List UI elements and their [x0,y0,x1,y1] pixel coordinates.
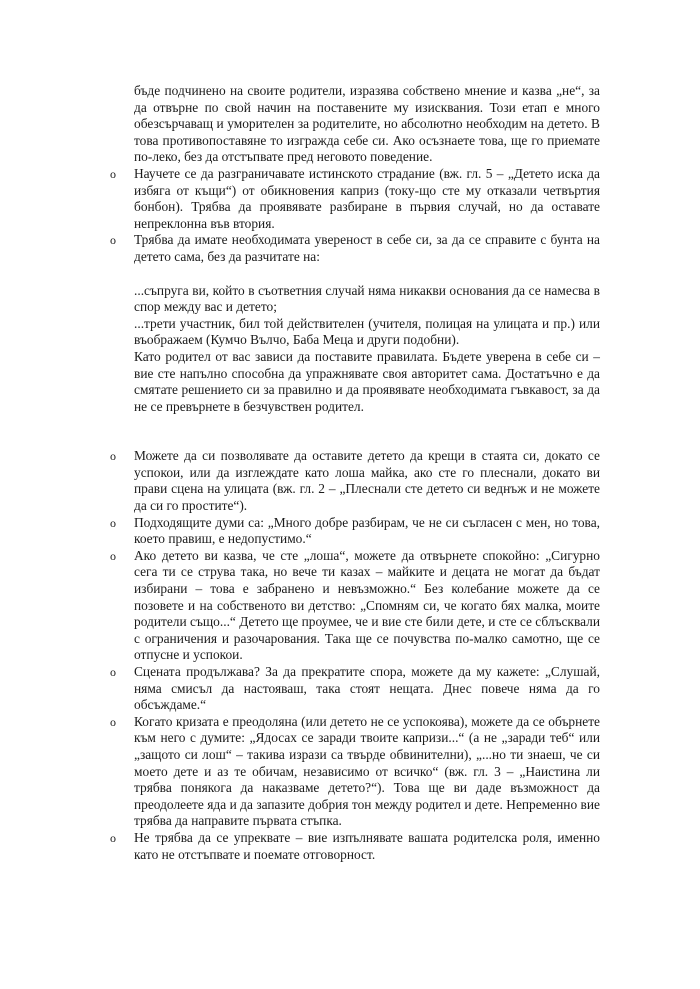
bullet-marker: o [110,548,116,563]
list-item [110,664,600,714]
intro-paragraph: бъде подчинено на своите родители, изразява собствено мнение и казва „не“, за да отвърне по свой начин на поставените му изисквания. Този етап е много обезсърчаващ и уморителен за родителите, но абсолютно необходим на детето. В това противопоставяне то изгражда себе си. Ако осъзнаете това, ще го приемате по-леко, без да отстъпвате пред неговото поведение. [134,83,600,165]
bullet-marker: o [110,515,116,530]
bullet-marker: o [110,714,116,729]
list-item-text: Ако детето ви казва, че сте „лоша“, можете да отвърнете спокойно: „Сигурно сега ти се струва така, но вече ти казах – майките и децата не могат да бъдат избирани – това е забранено и невъзможно.“ Без колебание можете да се позовете и на собственото ви детство: „Спомням си, че когато бях малка, моите родители също...“ Детето ще проумее, че и вие сте били дете, и сте се сблъсквали с ограничения и разочарования. Така ще се почувства по-малко самотно, ще се отпусне и успокои. [134,547,600,663]
document-body [110,83,600,863]
list-item [110,830,600,863]
sub-conclusion: Като родител от вас зависи да поставите правилата. Бъдете уверена в себе си – вие сте напълно способна да упражнявате своя авторитет сама. Достатъчно е да смятате решението си за правилно и да проявявате необходимата гъвкавост, за да не се превърнете в безчувствен родител. [134,348,600,414]
sub-item: ...съпруга ви, който в съответния случай няма никакви основания да се намесва в спор между вас и детето; [134,282,600,315]
list-item [110,548,600,664]
list-item-text: Сцената продължава? За да прекратите спора, можете да му кажете: „Слушай, няма смисъл да настояваш, така стоят нещата. Днес повече няма да го обсъждаме.“ [134,664,600,713]
list-item [110,714,600,830]
bullet-marker: o [110,449,116,464]
spacer [110,415,600,448]
list-item-text: Не трябва да се упреквате – вие изпълнявате вашата родителска роля, именно като не отстъпвате и поемате отговорност. [134,829,600,862]
list-item-text: Можете да си позволявате да оставите детето да крещи в стаята си, докато се успокои, или да изглеждате като лоша майка, ако сте го плеснали, докато ви прави сцена на улицата (вж. гл. 2 – „Плеснали сте детето си веднъж и не можете да си го простите“). [134,448,600,514]
list-item [110,515,600,548]
list-item [110,166,600,232]
list-item-text: Трябва да имате необходимата увереност в себе си, за да се справите с бунта на детето сама, без да разчитате на: [134,232,600,264]
bullet-marker: o [110,830,116,845]
spacer [110,266,600,283]
list-item [110,232,600,265]
list-item [110,448,600,514]
bullet-marker: o [110,233,116,248]
list-item-text: Подходящите думи са: „Много добре разбирам, че не си съгласен с мен, но това, което правиш, е недопустимо.“ [134,514,600,547]
list-item-text: Научете се да разграничавате истинското страдание (вж. гл. 5 – „Детето иска да избяга от къщи“) от обикновения каприз (току-що сте му отказали четвъртия бонбон). Трябва да проявявате разбиране в първия случай, но да оставате непреклонна във втория. [134,165,600,231]
list-item-text: Когато кризата е преодоляна (или детето не се успокоява), можете да се обърнете към него с думите: „Ядосах се заради твоите капризи...“ (а не „заради теб“ или „защото си лош“ – такива изрази са твърде обвинителни), „...но ти знаеш, че си моето дете и аз те обичам, независимо от всичко“ (вж. гл. 3 – „Наистина ли трябва понякога да наказваме детето?“). Това ще ви даде възможност да преодолеете яда и да запазите добрия тон между родител и дете. Непременно вие трябва да направите първата стъпка. [134,713,600,829]
bullet-marker: o [110,166,116,181]
bullet-marker: o [110,665,116,679]
sub-item: ...трети участник, бил той действителен (учителя, полицая на улицата и пр.) или въображаем (Кумчо Вълчо, Баба Меца и други подобни). [134,315,600,348]
